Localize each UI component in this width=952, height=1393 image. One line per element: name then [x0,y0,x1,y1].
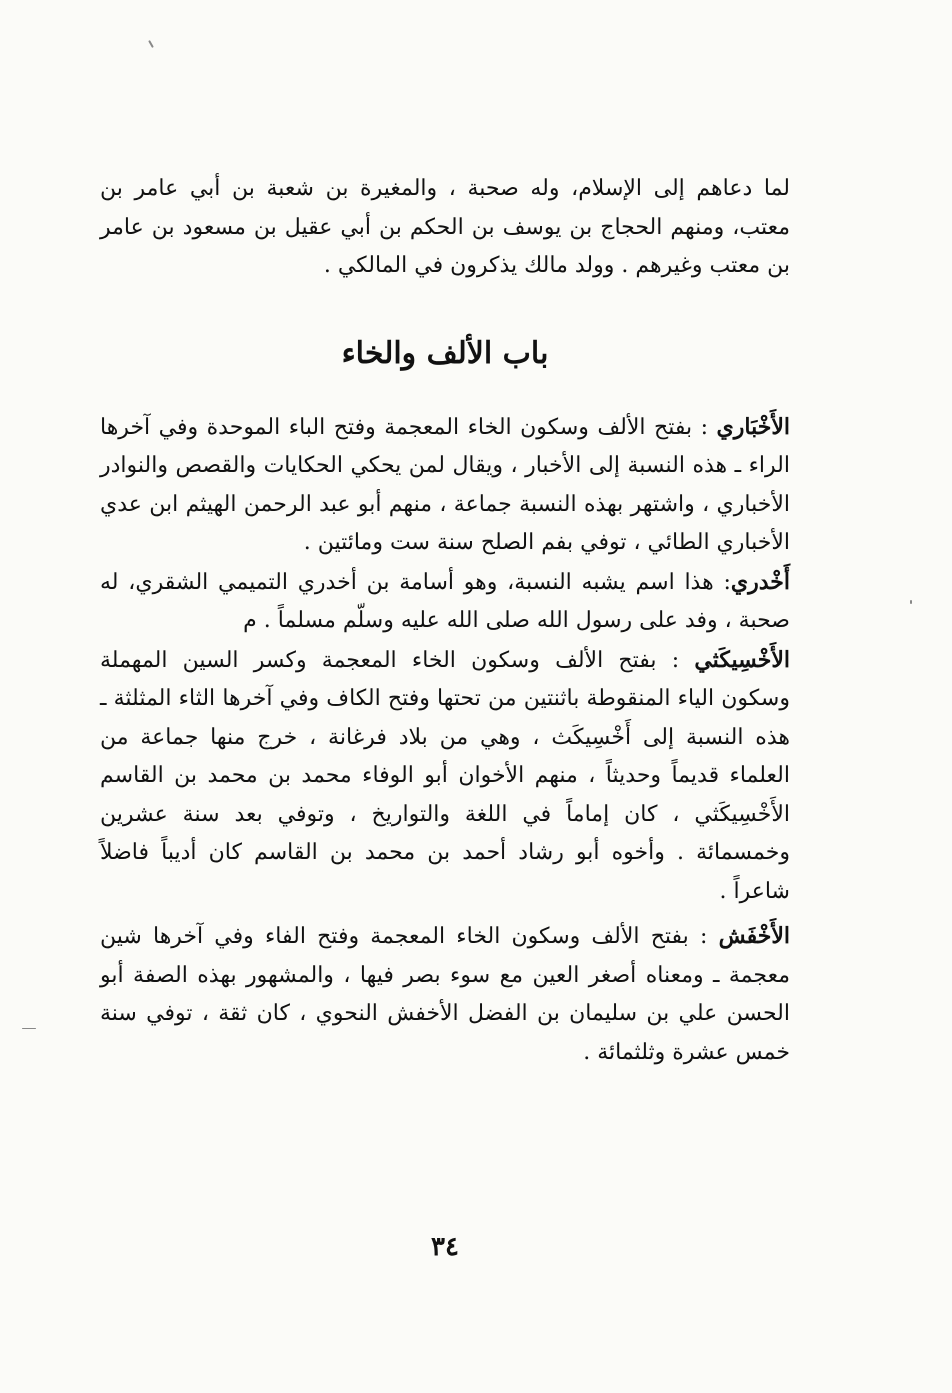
entry-text: : بفتح الألف وسكون الخاء المعجمة وفتح الفاء وفي آخرها شين معجمة ـ ومعناه أصغر العين مع سوء بصر فيها ، والمشهور بهذه الصفة أبو الحسن علي بن سليمان بن الفضل الأخفش النحوي ، كان ثقة ، توفي سنة خمس عشرة وثلثمائة . [100,924,790,1065]
entry-text: : بفتح الألف وسكون الخاء المعجمة وفتح الباء الموحدة وفي آخرها الراء ـ هذه النسبة إلى الأخبار ، ويقال لمن يحكي الحكايات والقصص والنوادر الأخباري ، واشتهر بهذه النسبة جماعة ، منهم أبو عبد الرحمن الهيثم ابن عدي الأخباري الطائي ، توفي بفم الصلح سنة ست ومائتين . [100,414,790,555]
entry-text: : هذا اسم يشبه النسبة، وهو أسامة بن أخدري التميمي الشقري، له صحبة ، وفد على رسول الله صلى الله عليه وسلّم مسلماً . م [100,569,790,633]
entry-headword: أَخْدري [730,568,790,595]
page-body [100,170,790,1072]
scan-speck [910,600,912,604]
entry-text: : بفتح الألف وسكون الخاء المعجمة وكسر السين المهملة وسكون الياء المنقوطة باثنتين من تحتها وفتح الكاف وفي آخرها الثاء المثلثة ـ هذه النسبة إلى أَخْسِيكَث ، وهي من بلاد فرغانة ، خرج منها جماعة من العلماء قديماً وحديثاً ، منهم الأخوان أبو الوفاء محمد بن محمد بن القاسم الأَخْسِيكَثي ، كان إماماً في اللغة والتواريخ ، وتوفي بعد سنة عشرين وخمسمائة . وأخوه أبو رشاد أحمد بن محمد بن القاسم كان أديباً فاضلاً شاعراً . [100,647,791,904]
entry-akhbari [100,408,790,563]
entry-akhfash [100,917,790,1072]
entry-headword: الأَخْبَاري [716,413,790,440]
scan-speck [148,40,154,48]
entry-akhdari [100,563,790,641]
section-title: باب الألف والخاء [341,335,549,371]
entry-headword: الأَخْسِيكَثي [694,646,790,673]
page-number: ٣٤ [431,1232,459,1262]
intro-paragraph: لما دعاهم إلى الإسلام، وله صحبة ، والمغيرة بن شعبة بن أبي عامر بن معتب، ومنهم الحجاج بن يوسف بن الحكم بن أبي عقيل بن مسعود بن عامر بن معتب وغيرهم . وولد مالك يذكرون في المالكي . [100,176,790,278]
entry-headword: الأَخْفَش [718,923,790,949]
scan-speck [22,1028,36,1029]
entry-akhsikathi [100,641,790,912]
